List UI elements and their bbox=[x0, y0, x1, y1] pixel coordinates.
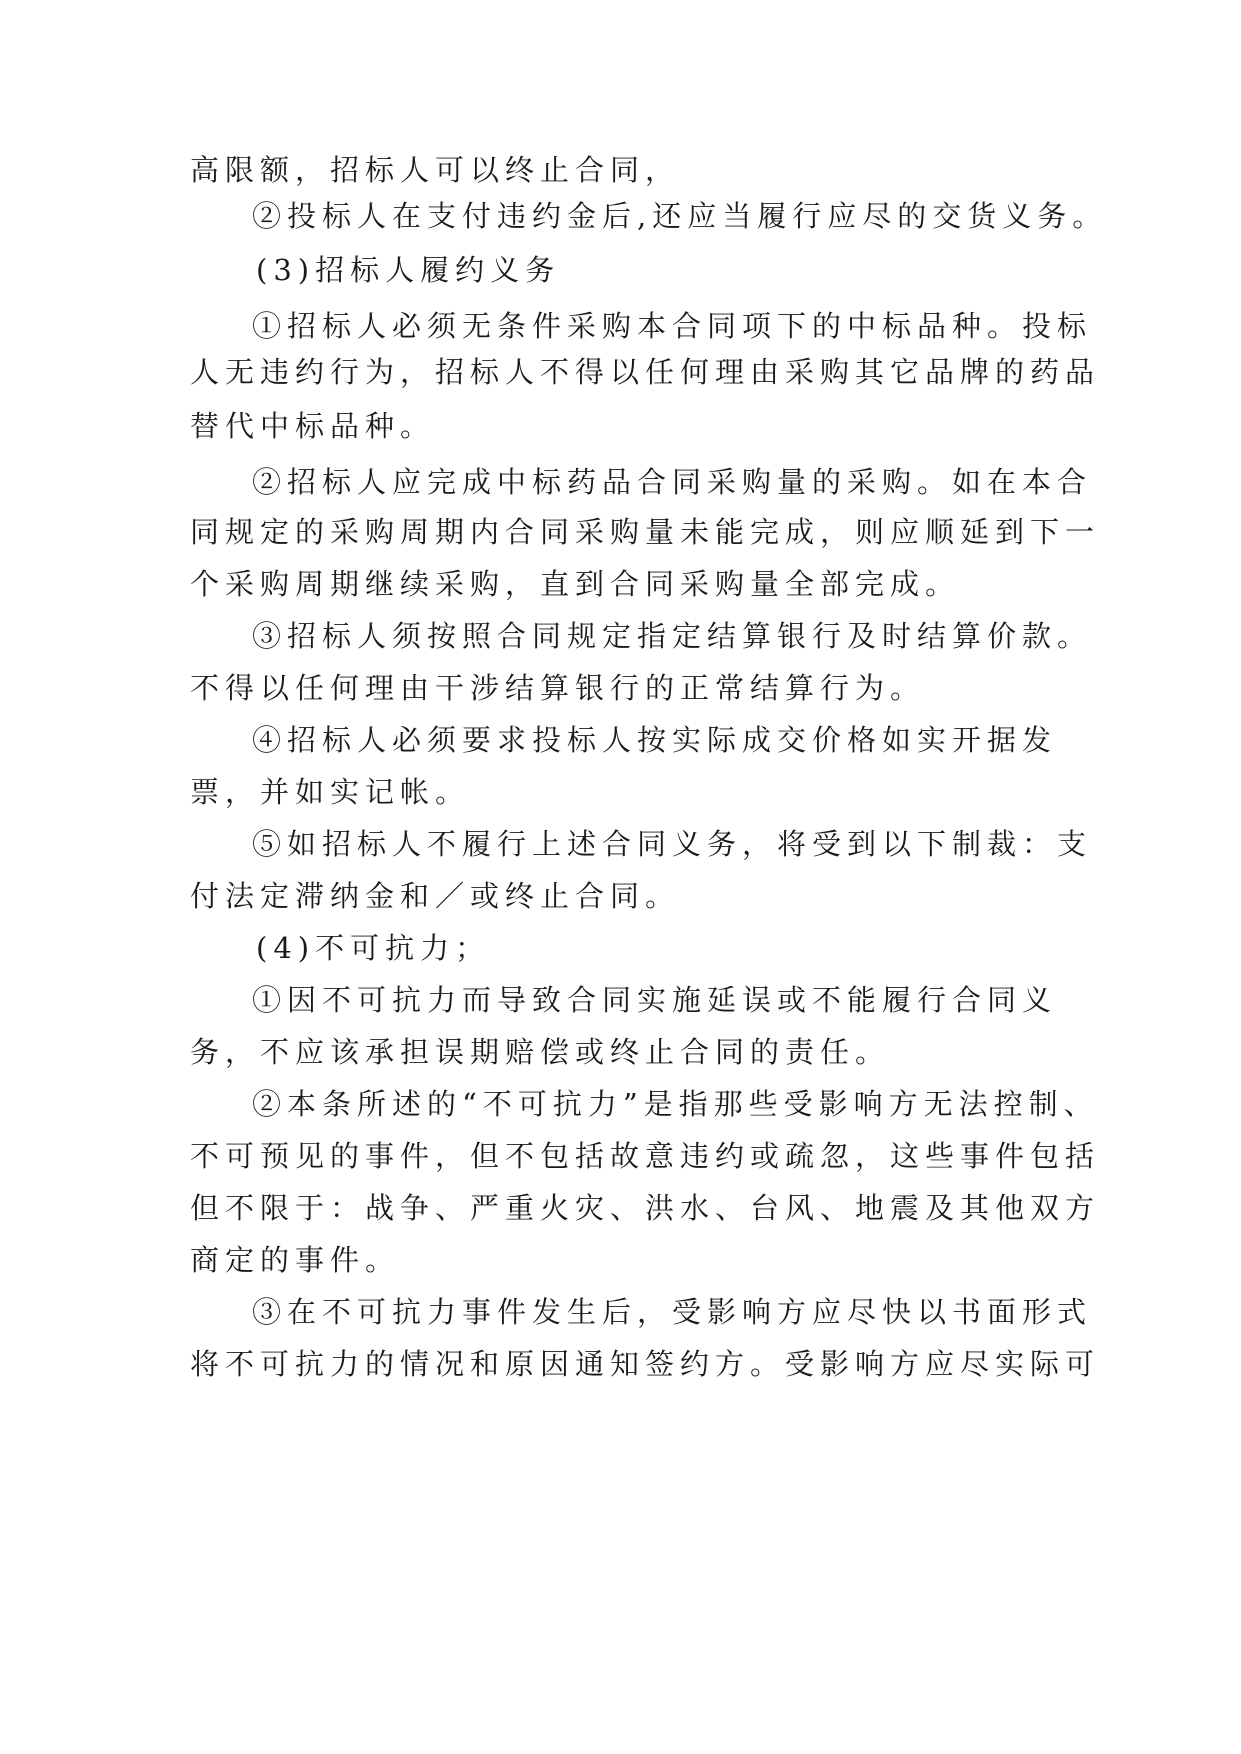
paragraph-line: 商定的事件。 bbox=[190, 1243, 401, 1277]
paragraph-line: ③在不可抗力事件发生后，受影响方应尽快以书面形式 bbox=[252, 1295, 1093, 1329]
paragraph-line: ②投标人在支付违约金后,还应当履行应尽的交货义务。 bbox=[252, 199, 1108, 233]
paragraph-line: 但不限于：战争、严重火灾、洪水、台风、地震及其他双方 bbox=[190, 1191, 1101, 1225]
paragraph-line: ①招标人必须无条件采购本合同项下的中标品种。投标 bbox=[252, 309, 1093, 343]
paragraph-line: 同规定的采购周期内合同采购量未能完成，则应顺延到下一 bbox=[190, 515, 1101, 549]
paragraph-line: 务，不应该承担误期赔偿或终止合同的责任。 bbox=[190, 1035, 891, 1069]
paragraph-line: 高限额，招标人可以终止合同， bbox=[190, 153, 681, 187]
section-heading: (3)招标人履约义务 bbox=[256, 253, 561, 287]
paragraph-line: ②本条所述的“不可抗力”是指那些受影响方无法控制、 bbox=[252, 1087, 1099, 1121]
paragraph-line: 替代中标品种。 bbox=[190, 409, 436, 443]
paragraph-line: 将不可抗力的情况和原因通知签约方。受影响方应尽实际可 bbox=[190, 1347, 1101, 1381]
paragraph-line: ③招标人须按照合同规定指定结算银行及时结算价款。 bbox=[252, 619, 1093, 653]
paragraph-line: ①因不可抗力而导致合同实施延误或不能履行合同义 bbox=[252, 983, 1058, 1017]
paragraph-line: 不得以任何理由干涉结算银行的正常结算行为。 bbox=[190, 671, 926, 705]
section-heading: (4)不可抗力； bbox=[256, 931, 491, 965]
paragraph-line: ④招标人必须要求投标人按实际成交价格如实开据发 bbox=[252, 723, 1058, 757]
paragraph-line: 人无违约行为，招标人不得以任何理由采购其它品牌的药品 bbox=[190, 355, 1101, 389]
paragraph-line: 付法定滞纳金和／或终止合同。 bbox=[190, 879, 681, 913]
paragraph-line: ②招标人应完成中标药品合同采购量的采购。如在本合 bbox=[252, 465, 1093, 499]
paragraph-line: 个采购周期继续采购，直到合同采购量全部完成。 bbox=[190, 567, 961, 601]
paragraph-line: ⑤如招标人不履行上述合同义务，将受到以下制裁：支 bbox=[252, 827, 1093, 861]
paragraph-line: 票，并如实记帐。 bbox=[190, 775, 471, 809]
paragraph-line: 不可预见的事件，但不包括故意违约或疏忽，这些事件包括 bbox=[190, 1139, 1101, 1173]
